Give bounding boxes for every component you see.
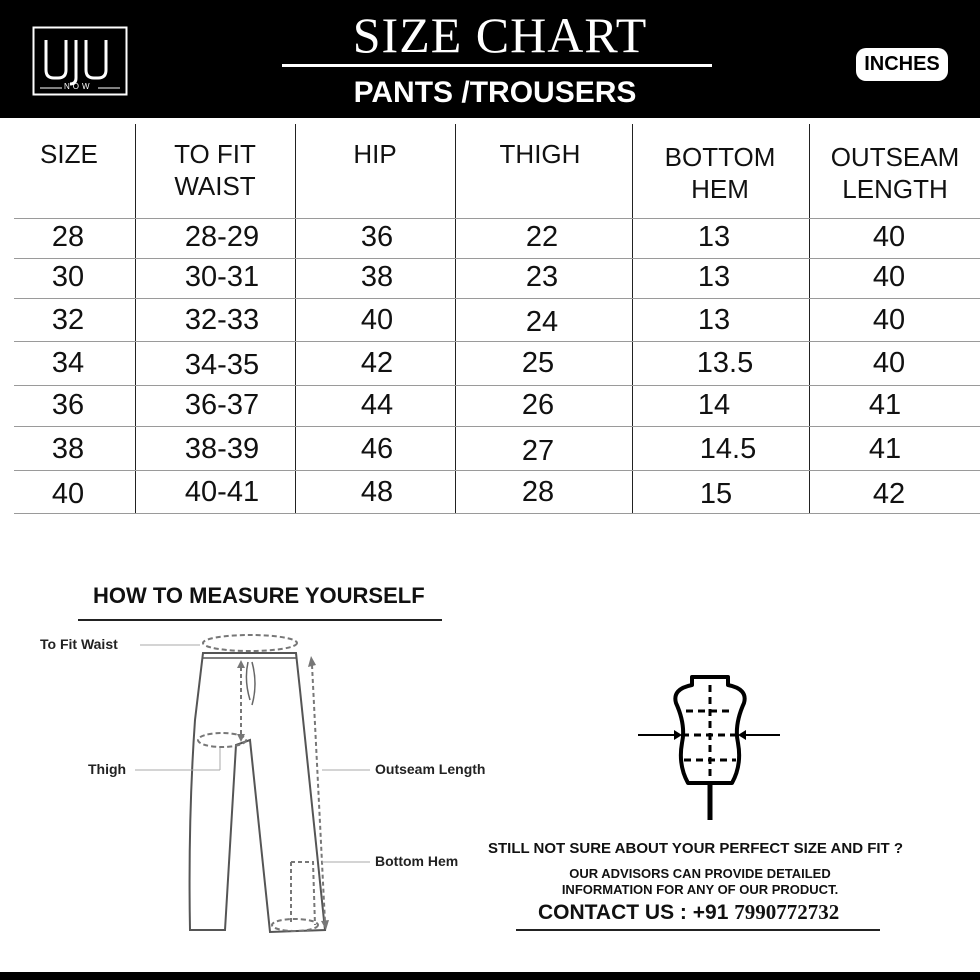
cell-outseam: 40 xyxy=(872,347,906,379)
title-divider xyxy=(282,64,712,67)
cell-hem: 14 xyxy=(697,389,731,421)
cell-hip: 42 xyxy=(360,347,394,379)
cell-hem: 13.5 xyxy=(696,347,754,379)
header-hip: HIP xyxy=(353,139,397,169)
cell-size: 36 xyxy=(51,389,85,421)
cell-hem: 13 xyxy=(697,261,731,293)
column-divider xyxy=(632,124,633,513)
logo-subtext: NOW xyxy=(64,82,93,91)
cell-outseam: 41 xyxy=(868,433,902,465)
header-hem-line1: BOTTOM xyxy=(664,142,776,172)
waist-ellipse xyxy=(203,635,297,651)
label-waist: To Fit Waist xyxy=(40,636,118,652)
cell-hem: 13 xyxy=(697,304,731,336)
header-banner xyxy=(0,0,980,118)
cell-thigh: 28 xyxy=(521,476,555,508)
cell-waist: 40-41 xyxy=(184,476,260,508)
pants-diagram xyxy=(0,620,520,950)
contact-phone[interactable]: 7990772732 xyxy=(734,900,840,924)
row-divider xyxy=(14,218,980,219)
page-subtitle: PANTS /TROUSERS xyxy=(353,76,637,109)
header-outseam-line2: LENGTH xyxy=(842,174,948,204)
row-divider xyxy=(14,426,980,427)
cell-size: 28 xyxy=(51,221,85,253)
cell-waist: 36-37 xyxy=(184,389,260,421)
row-divider xyxy=(14,298,980,299)
cell-size: 30 xyxy=(51,261,85,293)
cell-thigh: 24 xyxy=(525,306,559,338)
cell-waist: 34-35 xyxy=(184,349,260,381)
help-question: STILL NOT SURE ABOUT YOUR PERFECT SIZE AND FIT ? xyxy=(488,840,904,857)
cell-hem: 14.5 xyxy=(699,433,757,465)
contact-line xyxy=(538,900,839,925)
label-hem: Bottom Hem xyxy=(375,853,459,869)
help-text-line2: INFORMATION FOR ANY OF OUR PRODUCT. xyxy=(561,882,839,897)
cell-waist: 38-39 xyxy=(184,433,260,465)
cell-waist: 28-29 xyxy=(184,221,260,253)
help-text-line1: OUR ADVISORS CAN PROVIDE DETAILED xyxy=(569,866,831,881)
cell-hem: 15 xyxy=(699,478,733,510)
cell-size: 38 xyxy=(51,433,85,465)
cell-size: 40 xyxy=(51,478,85,510)
row-divider xyxy=(14,341,980,342)
row-divider xyxy=(14,470,980,471)
cell-hem: 13 xyxy=(697,221,731,253)
cell-size: 34 xyxy=(51,347,85,379)
cell-outseam: 40 xyxy=(872,221,906,253)
cell-outseam: 41 xyxy=(868,389,902,421)
header-waist-line2: WAIST xyxy=(174,171,256,201)
cell-outseam: 40 xyxy=(872,304,906,336)
cell-hip: 48 xyxy=(360,476,394,508)
label-outseam: Outseam Length xyxy=(375,761,486,777)
header-outseam xyxy=(820,141,970,205)
pants-outline xyxy=(190,653,325,932)
cell-outseam: 40 xyxy=(872,261,906,293)
header-waist-line1: TO FIT xyxy=(174,139,256,169)
page-title: SIZE CHART xyxy=(352,7,648,63)
cell-hip: 44 xyxy=(360,389,394,421)
cell-waist: 30-31 xyxy=(184,261,260,293)
cell-hip: 46 xyxy=(360,433,394,465)
hem-ellipse xyxy=(272,919,318,931)
row-divider xyxy=(14,258,980,259)
header-thigh: THIGH xyxy=(499,139,581,169)
header-hem-line2: HEM xyxy=(691,174,749,204)
cell-size: 32 xyxy=(51,304,85,336)
cell-thigh: 23 xyxy=(525,261,559,293)
mannequin-icon xyxy=(630,665,790,825)
header-hem xyxy=(645,141,795,205)
cell-thigh: 25 xyxy=(521,347,555,379)
cell-hip: 40 xyxy=(360,304,394,336)
unit-badge: INCHES xyxy=(856,48,948,81)
header-size: SIZE xyxy=(40,139,98,169)
cell-thigh: 26 xyxy=(521,389,555,421)
row-divider xyxy=(14,385,980,386)
label-thigh: Thigh xyxy=(88,761,127,777)
cell-outseam: 42 xyxy=(872,478,906,510)
cell-hip: 36 xyxy=(360,221,394,253)
row-divider xyxy=(14,513,980,514)
contact-label: CONTACT US : +91 xyxy=(538,901,729,924)
footer-bar xyxy=(0,972,980,980)
cell-hip: 38 xyxy=(360,261,394,293)
cell-thigh: 27 xyxy=(521,435,555,467)
contact-divider xyxy=(516,929,880,931)
measure-title: HOW TO MEASURE YOURSELF xyxy=(93,583,425,608)
cell-waist: 32-33 xyxy=(184,304,260,336)
header-waist xyxy=(150,138,280,202)
header-outseam-line1: OUTSEAM xyxy=(830,142,960,172)
cell-thigh: 22 xyxy=(525,221,559,253)
